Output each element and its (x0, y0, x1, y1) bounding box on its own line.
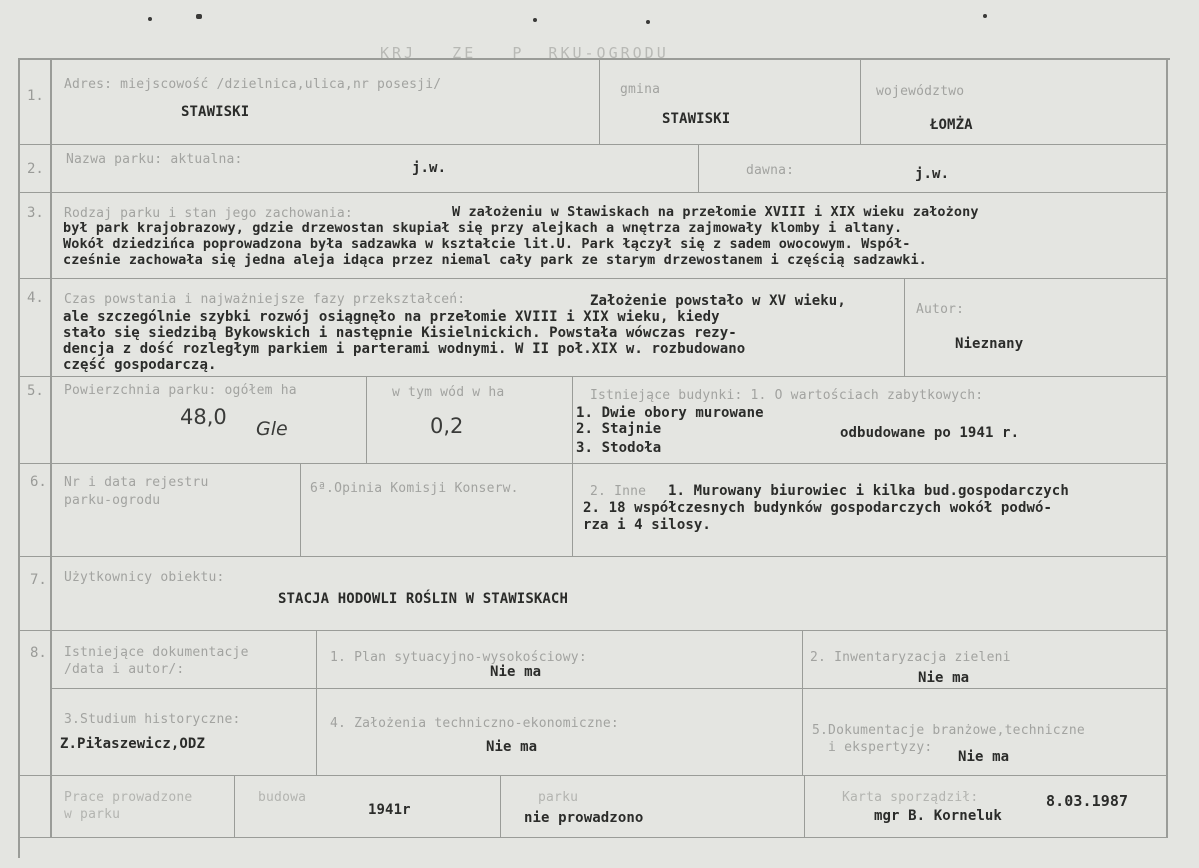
technical-label: 4. Założenia techniczno-ekonomiczne: (330, 716, 619, 731)
current-name-label: Nazwa parku: aktualna: (66, 152, 243, 167)
water-value: 0,2 (430, 414, 464, 438)
other-line: 2. 18 współczesnych budynków gospodarczych wokół podwó- (583, 500, 1053, 516)
history-line: Założenie powstało w XV wieku, (590, 293, 846, 309)
expertise-label: 5.Dokumentacje branżowe,techniczne i ekspertyzy: (812, 723, 1085, 755)
rule-v (802, 631, 803, 775)
rule-v (572, 377, 573, 463)
card-made-label: Karta sporządził: (842, 790, 979, 805)
other-line: rza i 4 silosy. (583, 517, 711, 533)
ink-dot (983, 14, 987, 18)
rule-row6 (18, 556, 1168, 557)
voivodeship-value: ŁOMŻA (930, 117, 973, 133)
card-date: 8.03.1987 (1046, 792, 1129, 810)
inventory-value: Nie ma (918, 670, 970, 686)
rule-v (572, 464, 573, 556)
users-value: STACJA HODOWLI ROŚLIN W STAWISKACH (278, 591, 568, 607)
rule-row3 (18, 278, 1168, 279)
gmina-value: STAWISKI (662, 111, 731, 127)
historical-study-label: 3.Studium historyczne: (64, 712, 241, 727)
row-number: 4. (27, 290, 44, 306)
expertise-value: Nie ma (958, 749, 1010, 765)
row-number: 7. (30, 572, 47, 588)
card-author: mgr B. Korneluk (874, 808, 1002, 824)
gmina-label: gmina (620, 82, 661, 97)
former-name-label: dawna: (746, 163, 795, 178)
rule-row7 (18, 630, 1168, 631)
rule-right (1166, 58, 1168, 838)
park-works-label: parku (538, 790, 579, 805)
building-item: 3. Stodoła (576, 440, 662, 456)
history-line: dencja z dość rozległym parkiem i parterami wodnymi. W II poł.XIX w. rozbudowano (63, 341, 746, 357)
opinion-label: 6ª.Opinia Komisji Konserw. (310, 481, 519, 496)
area-label: Powierzchnia parku: ogółem ha (64, 383, 297, 398)
park-type-line: W założeniu w Stawiskach na przełomie XVIII i XIX wieku założony (452, 204, 979, 220)
rule-v (300, 464, 301, 556)
rule-v (366, 377, 367, 463)
construction-label: budowa (258, 790, 307, 805)
row-number: 5. (27, 383, 44, 399)
plan-value: Nie ma (490, 664, 542, 680)
author-value: Nieznany (955, 336, 1024, 352)
rule-left-outer (18, 58, 20, 858)
rule-row8a (52, 688, 1166, 689)
park-type-label: Rodzaj parku i stan jego zachowania: (64, 206, 353, 221)
rule-v (234, 776, 235, 837)
ink-dot (646, 20, 650, 24)
author-label: Autor: (916, 302, 965, 317)
plan-label: 1. Plan sytuacyjno-wysokościowy: (330, 650, 587, 665)
works-label: Prace prowadzone w parku (64, 790, 193, 822)
current-name-value: j.w. (412, 160, 447, 176)
voivodeship-label: województwo (876, 84, 965, 99)
building-item: 2. Stajnie (576, 421, 662, 437)
other-label: 2. Inne (590, 484, 647, 499)
ink-dot (196, 14, 202, 19)
history-line: stało się siedzibą Bykowskich i następnie Kisielnickich. Powstała wówczas rezy- (63, 325, 737, 341)
address-value: STAWISKI (181, 104, 250, 120)
row-number: 8. (30, 645, 47, 661)
other-line: 1. Murowany biurowiec i kilka bud.gospodarczych (668, 483, 1069, 499)
rule-row1 (18, 144, 1168, 145)
inventory-label: 2. Inwentaryzacja zieleni (810, 650, 1011, 665)
register-label: Nr i data rejestru parku-ogrodu (64, 475, 209, 508)
rule-v (316, 631, 317, 775)
rule-v (904, 279, 905, 376)
rule-row2 (18, 192, 1168, 193)
rule-v (860, 60, 861, 144)
former-name-value: j.w. (915, 166, 950, 182)
buildings-label: Istniejące budynki: 1. O wartościach zabytkowych: (590, 388, 984, 403)
rule-row8 (18, 775, 1168, 776)
park-type-line: Wokół dziedzińca poprowadzona była sadzawka w kształcie lit.U. Park łączył się z sadem owocowym. Współ- (63, 236, 911, 252)
building-item: 1. Dwie obory murowane (576, 405, 764, 421)
card-title: KRJ ZE P RKU-OGRODU (380, 44, 669, 62)
row-number: 6. (30, 474, 47, 490)
address-label: Adres: miejscowość /dzielnica,ulica,nr posesji/ (64, 77, 442, 92)
rule-v (599, 60, 600, 144)
area-value: 48,0 (180, 405, 227, 429)
construction-value: 1941r (368, 802, 411, 818)
history-line: część gospodarczą. (63, 357, 217, 373)
row-number: 1. (27, 88, 44, 104)
docs-label: Istniejące dokumentacje /data i autor/: (64, 645, 249, 677)
technical-value: Nie ma (486, 739, 538, 755)
initials: Gle (256, 418, 288, 440)
row-number: 3. (27, 205, 44, 221)
rule-bottom (18, 837, 1168, 838)
rule-row5 (18, 463, 1168, 464)
rule-v (804, 776, 805, 837)
rule-v (500, 776, 501, 837)
rule-left-num (50, 58, 52, 838)
ink-dot (533, 18, 537, 22)
rule-v (698, 145, 699, 192)
history-line: ale szczególnie szybki rozwój osiągnęło na przełomie XVIII i XIX wieku, kiedy (63, 309, 720, 325)
rule-row4 (18, 376, 1168, 377)
park-type-line: cześnie zachowała się jedna aleja idąca przez niemal cały park ze starym drzewostanem i częścią sadzawki. (63, 252, 927, 268)
park-type-line: był park krajobrazowy, gdzie drzewostan skupiał się przy alejkach a wnętrza zajmowały klomby i altany. (63, 220, 903, 236)
ink-dot (148, 17, 152, 21)
row-number: 2. (27, 161, 44, 177)
users-label: Użytkownicy obiektu: (64, 570, 225, 585)
park-works-value: nie prowadzono (524, 810, 644, 826)
water-label: w tym wód w ha (392, 385, 505, 400)
history-label: Czas powstania i najważniejsze fazy przekształceń: (64, 292, 466, 307)
rebuilt-note: odbudowane po 1941 r. (840, 425, 1020, 441)
historical-study-value: Z.Piłaszewicz,ODZ (60, 736, 205, 752)
